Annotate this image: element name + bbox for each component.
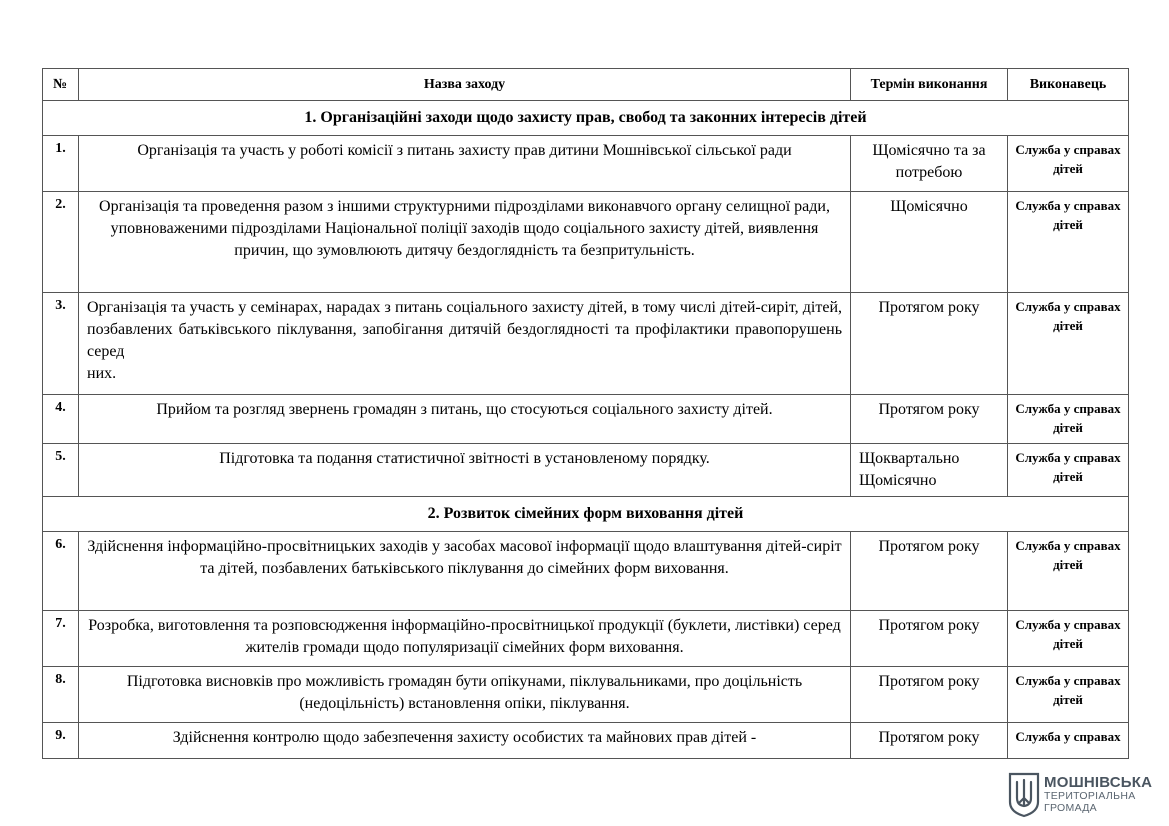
deadline: Щомісячно та за потребою	[851, 136, 1008, 192]
executor: Служба у справах дітей	[1008, 136, 1129, 192]
row-number: 4.	[43, 395, 79, 444]
table-row	[43, 532, 1129, 611]
deadline: Протягом року	[851, 611, 1008, 667]
measure-name: Здійснення контролю щодо забезпечення захисту особистих та майнових прав дітей -	[79, 723, 851, 759]
deadline	[851, 444, 1008, 497]
table-row	[43, 136, 1129, 192]
trident-icon	[1008, 772, 1040, 818]
deadline-line: Щомісячно	[859, 472, 937, 489]
executor: Служба у справах дітей	[1008, 444, 1129, 497]
header-number: №	[43, 69, 79, 101]
section-title: 1. Організаційні заходи щодо захисту прав, свобод та законних інтересів дітей	[43, 101, 1129, 136]
table-row	[43, 395, 1129, 444]
deadline: Протягом року	[851, 395, 1008, 444]
table-row	[43, 444, 1129, 497]
table-header-row	[43, 69, 1129, 101]
measure-name: Організація та проведення разом з іншими структурними підрозділами виконавчого органу селищної ради, уповноваженими підрозділами Національної поліції заходів щодо соціального захисту дітей, виявлення причин, що зумовлюють дитячу бездоглядність та безпритульність.	[79, 192, 851, 293]
executor: Служба у справах дітей	[1008, 192, 1129, 293]
measure-name: Організація та участь у роботі комісії з питань захисту прав дитини Мошнівської сільської ради	[79, 136, 851, 192]
row-number: 8.	[43, 667, 79, 723]
section-title: 2. Розвиток сімейних форм виховання дітей	[43, 497, 1129, 532]
table-row	[43, 611, 1129, 667]
logo-subtitle: ТЕРИТОРІАЛЬНА	[1044, 790, 1136, 802]
executor: Служба у справах дітей	[1008, 667, 1129, 723]
table-row	[43, 667, 1129, 723]
measure-name-text: Організація та участь у семінарах, нарадах з питань соціального захисту дітей, в тому числі дітей-сиріт, дітей, позбавлених батьківського піклування, запобігання дитячій бездоглядності та профілактики правопорушень серед	[87, 299, 842, 360]
executor: Служба у справах дітей	[1008, 611, 1129, 667]
logo-title: МОШНІВСЬКА	[1044, 774, 1153, 791]
measure-name-tail: них.	[87, 365, 117, 382]
section-row-2	[43, 497, 1129, 532]
row-number: 2.	[43, 192, 79, 293]
deadline: Протягом року	[851, 667, 1008, 723]
table-row	[43, 723, 1129, 759]
executor: Служба у справах дітей	[1008, 532, 1129, 611]
header-measure-name: Назва заходу	[79, 69, 851, 101]
executor: Служба у справах дітей	[1008, 395, 1129, 444]
row-number: 1.	[43, 136, 79, 192]
measure-name: Підготовка та подання статистичної звітності в установленому порядку.	[79, 444, 851, 497]
deadline: Протягом року	[851, 723, 1008, 759]
community-logo	[1008, 772, 1158, 820]
deadline-line: Щоквартально	[859, 450, 960, 467]
header-deadline: Термін виконання	[851, 69, 1008, 101]
table-row	[43, 192, 1129, 293]
deadline: Протягом року	[851, 532, 1008, 611]
measure-name: Прийом та розгляд звернень громадян з питань, що стосуються соціального захисту дітей.	[79, 395, 851, 444]
measure-name	[79, 293, 851, 395]
measure-name: Здійснення інформаційно-просвітницьких заходів у засобах масової інформації щодо влаштування дітей-сиріт та дітей, позбавлених батьківського піклування до сімейних форм виховання.	[79, 532, 851, 611]
logo-subtitle: ГРОМАДА	[1044, 802, 1097, 814]
measures-table	[42, 68, 1129, 759]
row-number: 9.	[43, 723, 79, 759]
row-number: 6.	[43, 532, 79, 611]
table-row	[43, 293, 1129, 395]
executor: Служба у справах дітей	[1008, 293, 1129, 395]
header-executor: Виконавець	[1008, 69, 1129, 101]
row-number: 5.	[43, 444, 79, 497]
deadline: Щомісячно	[851, 192, 1008, 293]
section-row-1	[43, 101, 1129, 136]
measure-name: Підготовка висновків про можливість громадян бути опікунами, піклувальниками, про доцільність (недоцільність) встановлення опіки, піклування.	[79, 667, 851, 723]
row-number: 7.	[43, 611, 79, 667]
deadline: Протягом року	[851, 293, 1008, 395]
row-number: 3.	[43, 293, 79, 395]
executor: Служба у справах	[1008, 723, 1129, 759]
measure-name: Розробка, виготовлення та розповсюдження інформаційно-просвітницької продукції (буклети, листівки) серед жителів громади щодо популяризації сімейних форм виховання.	[79, 611, 851, 667]
